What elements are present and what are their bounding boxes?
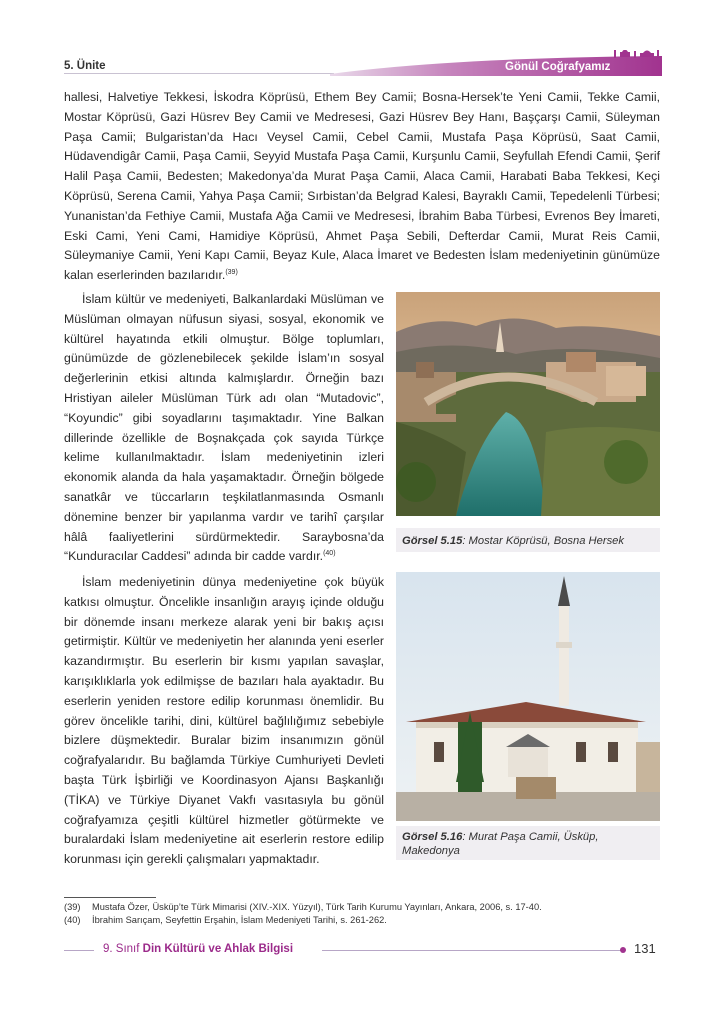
header-band xyxy=(330,50,662,76)
footnote-text: İbrahim Sarıçam, Seyfettin Erşahin, İslam Medeniyeti Tarihi, s. 261-262. xyxy=(92,915,387,925)
footer-grade: 9. Sınıf xyxy=(103,943,140,955)
mostar-bridge-photo xyxy=(396,292,660,516)
header-divider xyxy=(64,73,334,74)
footnote-text: Mustafa Özer, Üsküp’te Türk Mimarisi (XIV.-XIX. Yüzyıl), Türk Tarih Kurumu Yayınları, Ankara, 2006, s. 17-40. xyxy=(92,902,542,912)
footer-course-name: Din Kültürü ve Ahlak Bilgisi xyxy=(142,943,294,955)
unit-label: 5. Ünite xyxy=(64,60,106,72)
paragraph-heritage: İslam medeniyetinin dünya medeniyetine çok büyük katkısı olmuştur. Öncelikle insanlığın arayış içinde olduğu bir dönemde insanı merkeze alarak yeni bir bakış açısı getirmiştir. Kültür ve medeniyetin her alanında yeni eserler kazandırmıştır. Bu eserlerin bir kısmı yapılan savaşlar, karışıklıklarla yok edilmişse de bazıları hala ayaktadır. Bu eserlerin yeniden restore edilip korunması önemlidir. Bu görev öncelikle tarihi, dini, kültürel bağlılığımız sebebiyle bizlere düşmektedir. Buralar bizim insanımızın gönül coğrafyalarıdır. Bu bağlamda Türkiye Cumhuriyeti Devleti başta Türk İşbirliği ve Koordinasyon Ajansı Başkanlığı (TİKA) ve Türkiye Diyanet Vakfı vasıtasıyla bu gönül coğrafyamıza çeşitli kültürel hizmetler götürmekte ve buralardaki İslam medeniyetine ait eserlerin restore edilip korunması için gerekli çalışmaları yapmaktadır. xyxy=(64,575,384,867)
footnote-divider xyxy=(64,897,156,898)
header-title: Gönül Coğrafyamız xyxy=(505,61,611,73)
footnote-39 xyxy=(64,902,542,912)
figure-label-5-15: Görsel 5.15 xyxy=(402,535,463,547)
paragraph-culture-text: İslam kültür ve medeniyeti, Balkanlardaki Müslüman ve Müslüman olmayan nüfusun siyasi, sosyal, ekonomik ve kültürel hayatında etkili olmuştur. Bölge toplumları, günümüzde de gözlenebilecek şekilde İslam’ın sosyal değerlerinin etkisi altında kalmışlardır. Örneğin bazı Hristiyan aileler Müslüman Türk adı olan “Mutadovic”, “Koyundic” gibi soyadlarını taşımaktadır. Yine Balkan dillerinde özellikle de Boşnakçada çok sayıda Türkçe kelime kullanılmaktadır. İslam medeniyetinin izleri ekonomik alanda da hala yaşamaktadır. Örneğin bölgede sanatkâr ve tüccarların teşkilatlanmasında Osmanlı dönemine benzer bir yapılanma vardır ve tarihî çarşılar hâlâ faaliyetlerini sürdürmektedir. Saraybosna’da “Kunduracılar Caddesi” adında bir cadde vardır. xyxy=(64,292,384,564)
footnote-number: (40) xyxy=(64,915,81,925)
footnote-ref-40: (40) xyxy=(323,550,336,558)
page-number: 131 xyxy=(634,941,656,956)
murat-pasha-mosque-photo xyxy=(396,572,660,821)
footer-divider-left xyxy=(64,950,94,951)
figure-caption-5-16 xyxy=(396,826,660,860)
figure-label-5-16: Görsel 5.16 xyxy=(402,831,463,843)
figure-caption-5-15 xyxy=(396,528,660,552)
footer-dot xyxy=(620,947,626,953)
footer-divider-right xyxy=(322,950,622,951)
paragraph-intro-text: hallesi, Halvetiye Tekkesi, İskodra Köprüsü, Ethem Bey Camii; Bosna-Hersek’te Yeni Camii, Tekke Camii, Mostar Köprüsü, Gazi Hüsrev Bey Camii ve Medresesi, Gazi Hüsrev Bey Hanı, Başçarşı Camii, Süleyman Paşa Camii; Bulgaristan’da Hacı Veysel Camii, Cebel Camii, Mustafa Paşa Köprüsü, Saat Camii, Hüdavendigâr Camii, Paşa Camii, Seyyid Mustafa Paşa Camii, Kurşunlu Camii, Seyfullah Efendi Camii, Şerif Halil Paşa Camii, Bedesten; Makedonya’da Murat Paşa Camii, Alaca Camii, Harabati Baba Tekkesi, Keçi Köprüsü, Serena Camii, Yahya Paşa Camii; Sırbistan’da Belgrad Kalesi, Bayraklı Camii, Tepedelenli Türbesi; Yunanistan’da Fethiye Camii, Mustafa Ağa Camii ve Medresesi, İbrahim Baba Türbesi, Evrenos Bey İmareti, Eski Cami, Yeni Cami, Hamidiye Köprüsü, Ahmet Paşa Sebili, Defterdar Camii, Murat Reis Camii, Süleymaniye Camii, Yeni Kapı Camii, Beyaz Kule, Alaca İmaret ve Bedesten İslam medeniyetinin günümüze kalan eserlerinden bazılarıdır. xyxy=(64,90,660,283)
footer-course xyxy=(103,943,293,955)
figure-caption-text-5-16: : Murat Paşa Camii, Üsküp, Makedonya xyxy=(402,831,599,857)
footnote-ref-39: (39) xyxy=(225,269,238,277)
paragraph-culture xyxy=(64,290,384,567)
footnote-40 xyxy=(64,915,387,925)
footnote-number: (39) xyxy=(64,902,81,912)
figure-caption-text-5-15: : Mostar Köprüsü, Bosna Hersek xyxy=(462,535,624,547)
paragraph-intro xyxy=(64,88,660,286)
